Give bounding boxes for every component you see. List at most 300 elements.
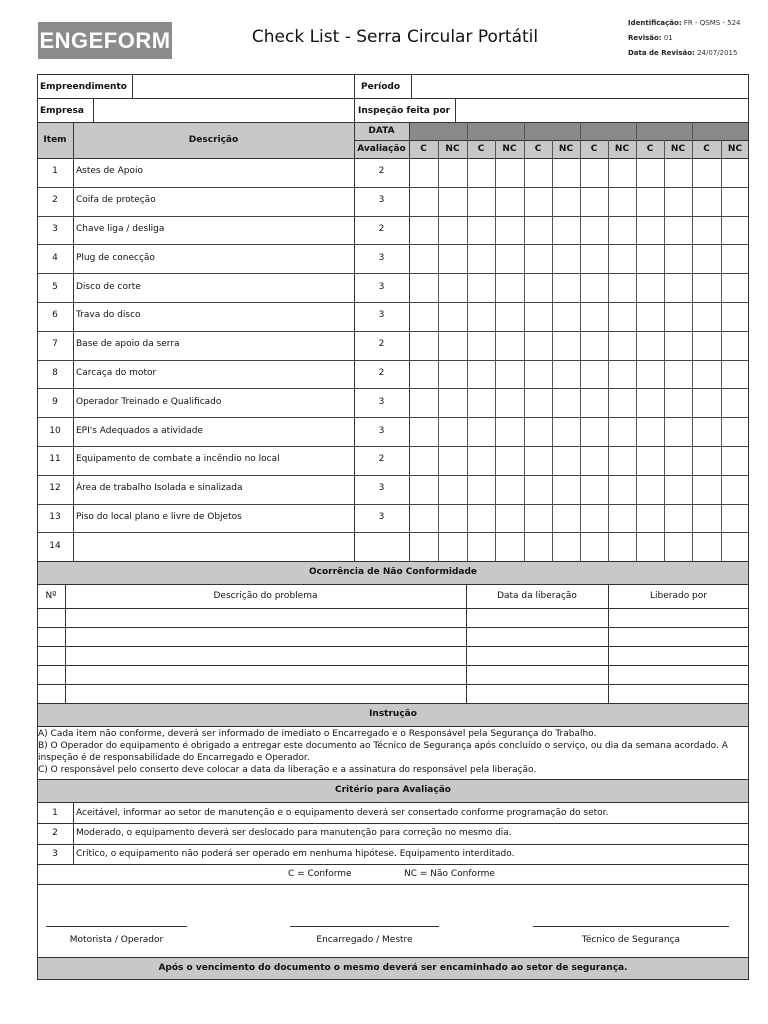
checkbox-conforme[interactable] [637, 217, 663, 244]
checkbox-nao-conforme[interactable] [609, 447, 635, 474]
item-description: Operador Treinado e Qualificado [76, 397, 222, 407]
checkbox-conforme[interactable] [468, 159, 494, 186]
col-c-header: C [420, 144, 427, 154]
item-number: 4 [52, 253, 58, 263]
checkbox-nao-conforme[interactable] [439, 245, 466, 272]
checkbox-nao-conforme[interactable] [609, 476, 635, 503]
checkbox-nao-conforme[interactable] [553, 533, 579, 560]
signature-label-encarregado: Encarregado / Mestre [316, 935, 413, 945]
checkbox-conforme[interactable] [468, 188, 494, 215]
checkbox-conforme[interactable] [693, 389, 720, 416]
checkbox-conforme[interactable] [581, 361, 607, 388]
checkbox-conforme[interactable] [410, 418, 437, 445]
date-input-cell[interactable] [637, 123, 692, 139]
checkbox-nao-conforme[interactable] [609, 303, 635, 330]
checkbox-conforme[interactable] [693, 533, 720, 560]
checkbox-nao-conforme[interactable] [665, 447, 691, 474]
item-avaliacao: 3 [378, 310, 385, 320]
checkbox-nao-conforme[interactable] [439, 274, 466, 301]
checkbox-conforme[interactable] [637, 303, 663, 330]
checkbox-conforme[interactable] [410, 274, 437, 301]
checkbox-nao-conforme[interactable] [722, 505, 748, 532]
criterio-text: Crítico, o equipamento não poderá ser operado em nenhuma hipótese. Equipamento interditado. [76, 849, 515, 859]
checkbox-conforme[interactable] [637, 505, 663, 532]
identificacao-label: Identificação: [628, 19, 682, 27]
checkbox-conforme[interactable] [693, 361, 720, 388]
col-nc-header: NC [445, 144, 460, 154]
item-description: Carcaça do motor [76, 368, 157, 378]
checkbox-nao-conforme[interactable] [722, 159, 748, 186]
checkbox-conforme[interactable] [581, 533, 607, 560]
checkbox-nao-conforme[interactable] [439, 303, 466, 330]
data-revisao-value: 24/07/2015 [697, 49, 738, 57]
revisao-label: Revisão: [628, 34, 662, 42]
item-description: Disco de corte [76, 282, 141, 292]
checkbox-conforme[interactable] [525, 389, 551, 416]
checkbox-conforme[interactable] [581, 159, 607, 186]
checkbox-conforme[interactable] [637, 361, 663, 388]
checkbox-nao-conforme[interactable] [665, 533, 691, 560]
checkbox-nao-conforme[interactable] [496, 418, 523, 445]
checkbox-conforme[interactable] [581, 332, 607, 359]
item-number: 9 [52, 397, 58, 407]
col-descricao-header: Descrição [188, 135, 239, 145]
checkbox-conforme[interactable] [581, 505, 607, 532]
inspecao-label: Inspeção feita por [358, 106, 451, 116]
checkbox-conforme[interactable] [525, 361, 551, 388]
checkbox-conforme[interactable] [410, 447, 437, 474]
col-nc-header: NC [614, 144, 630, 154]
checkbox-nao-conforme[interactable] [439, 361, 466, 388]
checkbox-conforme[interactable] [410, 188, 437, 215]
nc-row-line [37, 646, 749, 647]
item-description: Área de trabalho Isolada e sinalizada [76, 483, 243, 493]
criterio-num: 3 [52, 849, 58, 859]
data-revisao-label: Data de Revisão: [628, 49, 695, 57]
criterio-text: Moderado, o equipamento deverá ser deslocado para manutenção para correção no mesmo dia. [76, 828, 512, 838]
periodo-field[interactable] [413, 76, 747, 96]
divider [37, 957, 749, 958]
checkbox-nao-conforme[interactable] [609, 188, 635, 215]
item-avaliacao: 2 [378, 166, 385, 176]
checkbox-nao-conforme[interactable] [553, 159, 579, 186]
checkbox-nao-conforme[interactable] [665, 188, 691, 215]
item-avaliacao: 3 [378, 512, 385, 522]
checkbox-conforme[interactable] [410, 245, 437, 272]
checkbox-nao-conforme[interactable] [665, 217, 691, 244]
col-c-header: C [590, 144, 598, 154]
nc-row-line [37, 665, 749, 666]
checkbox-nao-conforme[interactable] [553, 447, 579, 474]
item-description: Equipamento de combate a incêndio no local [76, 454, 280, 464]
checkbox-conforme[interactable] [410, 217, 437, 244]
checkbox-conforme[interactable] [693, 188, 720, 215]
signature-label-tecnico: Técnico de Segurança [581, 935, 681, 945]
divider [37, 561, 749, 562]
checkbox-nao-conforme[interactable] [722, 303, 748, 330]
col-c-header: C [703, 144, 710, 154]
item-number: 13 [49, 512, 61, 522]
item-avaliacao: 3 [378, 397, 385, 407]
divider [37, 608, 749, 609]
checkbox-conforme[interactable] [525, 159, 551, 186]
checkbox-nao-conforme[interactable] [665, 418, 691, 445]
legend-conforme: C = Conforme [288, 869, 352, 879]
checkbox-conforme[interactable] [637, 476, 663, 503]
checkbox-nao-conforme[interactable] [665, 361, 691, 388]
divider [354, 74, 355, 122]
checkbox-conforme[interactable] [693, 159, 720, 186]
col-c-header: C [477, 144, 485, 154]
empresa-field[interactable] [95, 100, 352, 120]
nao-conformidade-title: Ocorrência de Não Conformidade [308, 567, 478, 577]
criterio-title: Critério para Avaliação [335, 785, 451, 795]
criterio-num: 2 [52, 828, 58, 838]
checkbox-nao-conforme[interactable] [722, 188, 748, 215]
checkbox-conforme[interactable] [693, 332, 720, 359]
divider [93, 98, 94, 122]
checkbox-conforme[interactable] [410, 159, 437, 186]
checkbox-conforme[interactable] [468, 303, 494, 330]
item-description: Base de apoio da serra [76, 339, 180, 349]
checkbox-nao-conforme[interactable] [609, 505, 635, 532]
item-description: Astes de Apoio [76, 166, 143, 176]
item-number: 2 [52, 195, 58, 205]
checkbox-nao-conforme[interactable] [496, 217, 523, 244]
nc-col-data: Data da liberação [497, 591, 577, 601]
checkbox-nao-conforme[interactable] [722, 274, 748, 301]
checkbox-nao-conforme[interactable] [439, 418, 466, 445]
item-description: Trava do disco [76, 310, 141, 320]
item-avaliacao: 3 [378, 426, 385, 436]
nc-row-line [37, 627, 749, 628]
divider [37, 802, 749, 803]
checkbox-conforme[interactable] [637, 159, 663, 186]
checkbox-nao-conforme[interactable] [553, 217, 579, 244]
checkbox-conforme[interactable] [581, 476, 607, 503]
checkbox-nao-conforme[interactable] [665, 274, 691, 301]
checkbox-conforme[interactable] [693, 476, 720, 503]
item-avaliacao: 3 [378, 483, 385, 493]
instrucao-line-b: B) O Operador do equipamento é obrigado a entregar este documento ao Técnico de Segurança após concluído o serviço, ou dia da semana acordado. A [38, 741, 728, 751]
footer-note: Após o vencimento do documento o mesmo deverá ser encaminhado ao setor de segurança. [158, 963, 628, 973]
checkbox-conforme[interactable] [581, 418, 607, 445]
item-description: Coifa de proteção [76, 195, 156, 205]
divider [37, 844, 749, 845]
col-c-header: C [534, 144, 542, 154]
nc-col-liberado: Liberado por [650, 591, 707, 601]
checkbox-conforme[interactable] [410, 389, 437, 416]
checkbox-nao-conforme[interactable] [609, 418, 635, 445]
checkbox-nao-conforme[interactable] [722, 217, 748, 244]
checkbox-nao-conforme[interactable] [553, 476, 579, 503]
checkbox-conforme[interactable] [525, 533, 551, 560]
checkbox-nao-conforme[interactable] [553, 332, 579, 359]
date-input-cell[interactable] [410, 123, 467, 139]
checkbox-conforme[interactable] [581, 274, 607, 301]
checkbox-nao-conforme[interactable] [609, 159, 635, 186]
checkbox-nao-conforme[interactable] [439, 217, 466, 244]
checkbox-conforme[interactable] [468, 505, 494, 532]
checkbox-conforme[interactable] [637, 245, 663, 272]
checkbox-nao-conforme[interactable] [609, 389, 635, 416]
checkbox-conforme[interactable] [525, 274, 551, 301]
checkbox-nao-conforme[interactable] [439, 447, 466, 474]
company-logo: ENGEFORM [38, 22, 172, 59]
col-c-header: C [646, 144, 654, 154]
checkbox-conforme[interactable] [525, 447, 551, 474]
checkbox-nao-conforme[interactable] [553, 389, 579, 416]
checkbox-nao-conforme[interactable] [553, 188, 579, 215]
checkbox-nao-conforme[interactable] [665, 332, 691, 359]
col-nc-header: NC [727, 144, 743, 154]
signature-line-encarregado[interactable] [290, 926, 439, 927]
checkbox-nao-conforme[interactable] [496, 245, 523, 272]
item-number: 11 [49, 454, 61, 464]
instrucao-title: Instrução [369, 709, 417, 719]
item-description: Chave liga / desliga [76, 224, 165, 234]
meta-revisao [628, 34, 673, 42]
checkbox-nao-conforme[interactable] [553, 505, 579, 532]
checkbox-nao-conforme[interactable] [439, 188, 466, 215]
page-title: Check List - Serra Circular Portátil [251, 27, 539, 47]
checkbox-nao-conforme[interactable] [496, 389, 523, 416]
checkbox-conforme[interactable] [468, 361, 494, 388]
checkbox-conforme[interactable] [637, 389, 663, 416]
checkbox-conforme[interactable] [468, 533, 494, 560]
checkbox-nao-conforme[interactable] [609, 245, 635, 272]
checkbox-conforme[interactable] [468, 447, 494, 474]
checkbox-conforme[interactable] [410, 303, 437, 330]
checkbox-nao-conforme[interactable] [609, 533, 635, 560]
checkbox-nao-conforme[interactable] [722, 332, 748, 359]
item-number: 6 [52, 310, 58, 320]
checkbox-nao-conforme[interactable] [553, 303, 579, 330]
item-number: 10 [49, 426, 61, 436]
checkbox-nao-conforme[interactable] [439, 476, 466, 503]
checkbox-conforme[interactable] [410, 505, 437, 532]
nc-col-descricao: Descrição do problema [213, 591, 318, 601]
item-avaliacao: 2 [378, 454, 385, 464]
checkbox-conforme[interactable] [525, 188, 551, 215]
instrucao-line-c: C) O responsável pelo conserto deve colocar a data da liberação e a assinatura do responsável pela liberação. [38, 765, 537, 775]
checkbox-nao-conforme[interactable] [609, 274, 635, 301]
item-avaliacao: 3 [378, 282, 385, 292]
col-avaliacao-header: Avaliação [357, 144, 406, 154]
checkbox-nao-conforme[interactable] [496, 188, 523, 215]
inspecao-field[interactable] [457, 100, 747, 120]
checkbox-conforme[interactable] [581, 245, 607, 272]
checkbox-nao-conforme[interactable] [665, 303, 691, 330]
criterio-num: 1 [52, 808, 58, 818]
item-avaliacao: 2 [378, 339, 385, 349]
checkbox-conforme[interactable] [581, 217, 607, 244]
identificacao-value: FR - QSMS - 524 [683, 19, 741, 27]
checkbox-conforme[interactable] [468, 418, 494, 445]
empreendimento-field[interactable] [134, 76, 352, 96]
instrucao-line-b-cont: inspeção é de responsabilidade do Encarregado e Operador. [38, 753, 310, 763]
checkbox-nao-conforme[interactable] [496, 274, 523, 301]
checkbox-conforme[interactable] [525, 332, 551, 359]
checkbox-conforme[interactable] [468, 217, 494, 244]
checkbox-conforme[interactable] [693, 303, 720, 330]
checkbox-nao-conforme[interactable] [553, 361, 579, 388]
col-data-header: DATA [368, 126, 395, 136]
checkbox-nao-conforme[interactable] [722, 245, 748, 272]
empreendimento-label: Empreendimento [40, 82, 127, 92]
item-avaliacao: 2 [378, 224, 385, 234]
col-item-header: Item [43, 135, 67, 145]
divider [37, 584, 749, 585]
checkbox-conforme[interactable] [693, 245, 720, 272]
divider [37, 703, 749, 704]
checkbox-nao-conforme[interactable] [722, 533, 748, 560]
checkbox-nao-conforme[interactable] [439, 159, 466, 186]
col-nc-header: NC [502, 144, 517, 154]
item-avaliacao: 3 [378, 253, 385, 263]
item-number: 14 [49, 541, 61, 551]
checkbox-nao-conforme[interactable] [722, 389, 748, 416]
checkbox-nao-conforme[interactable] [609, 217, 635, 244]
checkbox-conforme[interactable] [468, 476, 494, 503]
checkbox-conforme[interactable] [637, 332, 663, 359]
divider [608, 584, 609, 703]
checkbox-conforme[interactable] [693, 447, 720, 474]
meta-identificacao [628, 19, 741, 27]
checkbox-conforme[interactable] [525, 245, 551, 272]
checkbox-nao-conforme[interactable] [665, 245, 691, 272]
checkbox-nao-conforme[interactable] [496, 303, 523, 330]
checkbox-nao-conforme[interactable] [496, 505, 523, 532]
item-number: 8 [52, 368, 58, 378]
checkbox-conforme[interactable] [468, 389, 494, 416]
checkbox-conforme[interactable] [525, 476, 551, 503]
nc-row-line [37, 684, 749, 685]
checkbox-conforme[interactable] [410, 476, 437, 503]
col-nc-header: NC [558, 144, 574, 154]
date-input-cell[interactable] [693, 123, 749, 139]
col-nc-header: NC [670, 144, 686, 154]
checkbox-nao-conforme[interactable] [496, 159, 523, 186]
checkbox-conforme[interactable] [525, 418, 551, 445]
item-description: Plug de conecção [76, 253, 155, 263]
checkbox-conforme[interactable] [693, 217, 720, 244]
divider [65, 584, 66, 703]
item-number: 12 [49, 483, 61, 493]
divider [37, 779, 749, 780]
empresa-label: Empresa [40, 106, 84, 116]
checkbox-conforme[interactable] [581, 447, 607, 474]
checkbox-nao-conforme[interactable] [496, 476, 523, 503]
divider [37, 884, 749, 885]
checkbox-nao-conforme[interactable] [722, 418, 748, 445]
checkbox-nao-conforme[interactable] [665, 159, 691, 186]
item-avaliacao: 3 [378, 195, 385, 205]
checkbox-conforme[interactable] [525, 505, 551, 532]
checkbox-nao-conforme[interactable] [553, 418, 579, 445]
checkbox-nao-conforme[interactable] [665, 476, 691, 503]
date-input-cell[interactable] [525, 123, 580, 139]
checkbox-nao-conforme[interactable] [439, 389, 466, 416]
item-avaliacao: 2 [378, 368, 385, 378]
date-input-cell[interactable] [581, 123, 636, 139]
meta-data-revisao [628, 49, 737, 57]
checkbox-conforme[interactable] [410, 533, 437, 560]
checkbox-conforme[interactable] [581, 188, 607, 215]
checkbox-conforme[interactable] [693, 505, 720, 532]
divider [466, 584, 467, 703]
checkbox-nao-conforme[interactable] [496, 533, 523, 560]
legend-nao-conforme: NC = Não Conforme [404, 869, 495, 879]
item-number: 1 [52, 166, 58, 176]
checkbox-conforme[interactable] [581, 303, 607, 330]
checkbox-nao-conforme[interactable] [439, 332, 466, 359]
checkbox-nao-conforme[interactable] [496, 447, 523, 474]
checkbox-conforme[interactable] [637, 533, 663, 560]
checkbox-nao-conforme[interactable] [439, 505, 466, 532]
criterio-text: Aceitável, informar ao setor de manutenção e o equipamento deverá ser consertado conforme programação do setor. [76, 808, 609, 818]
checkbox-conforme[interactable] [468, 332, 494, 359]
checkbox-conforme[interactable] [410, 332, 437, 359]
divider [37, 864, 749, 865]
checkbox-nao-conforme[interactable] [496, 332, 523, 359]
checkbox-nao-conforme[interactable] [609, 332, 635, 359]
checkbox-nao-conforme[interactable] [665, 505, 691, 532]
divider [455, 98, 456, 122]
checkbox-nao-conforme[interactable] [722, 361, 748, 388]
periodo-label: Período [361, 82, 401, 92]
checkbox-conforme[interactable] [525, 303, 551, 330]
item-number: 5 [52, 282, 58, 292]
checkbox-nao-conforme[interactable] [496, 361, 523, 388]
nc-col-num: Nº [45, 591, 57, 601]
item-description: Piso do local plano e livre de Objetos [76, 512, 242, 522]
divider [132, 74, 133, 98]
divider [37, 726, 749, 727]
checkbox-nao-conforme[interactable] [439, 533, 466, 560]
checkbox-conforme[interactable] [410, 361, 437, 388]
checkbox-conforme[interactable] [468, 245, 494, 272]
checkbox-conforme[interactable] [637, 418, 663, 445]
checkbox-conforme[interactable] [637, 447, 663, 474]
checkbox-nao-conforme[interactable] [665, 389, 691, 416]
instrucao-line-a: A) Cada item não conforme, deverá ser informado de imediato o Encarregado e o Responsável pela Segurança do Trabalho. [38, 729, 597, 739]
item-number: 7 [52, 339, 58, 349]
checkbox-conforme[interactable] [693, 418, 720, 445]
signature-line-operador[interactable] [46, 926, 187, 927]
checkbox-conforme[interactable] [581, 389, 607, 416]
checkbox-nao-conforme[interactable] [722, 476, 748, 503]
checkbox-nao-conforme[interactable] [553, 274, 579, 301]
checkbox-nao-conforme[interactable] [553, 245, 579, 272]
signature-line-tecnico[interactable] [533, 926, 729, 927]
checkbox-conforme[interactable] [468, 274, 494, 301]
divider [37, 823, 749, 824]
divider [411, 74, 412, 98]
checkbox-conforme[interactable] [637, 188, 663, 215]
checkbox-nao-conforme[interactable] [722, 447, 748, 474]
checkbox-conforme[interactable] [525, 217, 551, 244]
checkbox-conforme[interactable] [637, 274, 663, 301]
item-description: EPI's Adequados a atividade [76, 426, 203, 436]
checkbox-nao-conforme[interactable] [609, 361, 635, 388]
date-input-cell[interactable] [468, 123, 524, 139]
revisao-value: 01 [663, 34, 673, 42]
divider [37, 98, 749, 99]
divider [73, 802, 74, 864]
signature-label-operador: Motorista / Operador [69, 935, 164, 945]
checkbox-conforme[interactable] [693, 274, 720, 301]
